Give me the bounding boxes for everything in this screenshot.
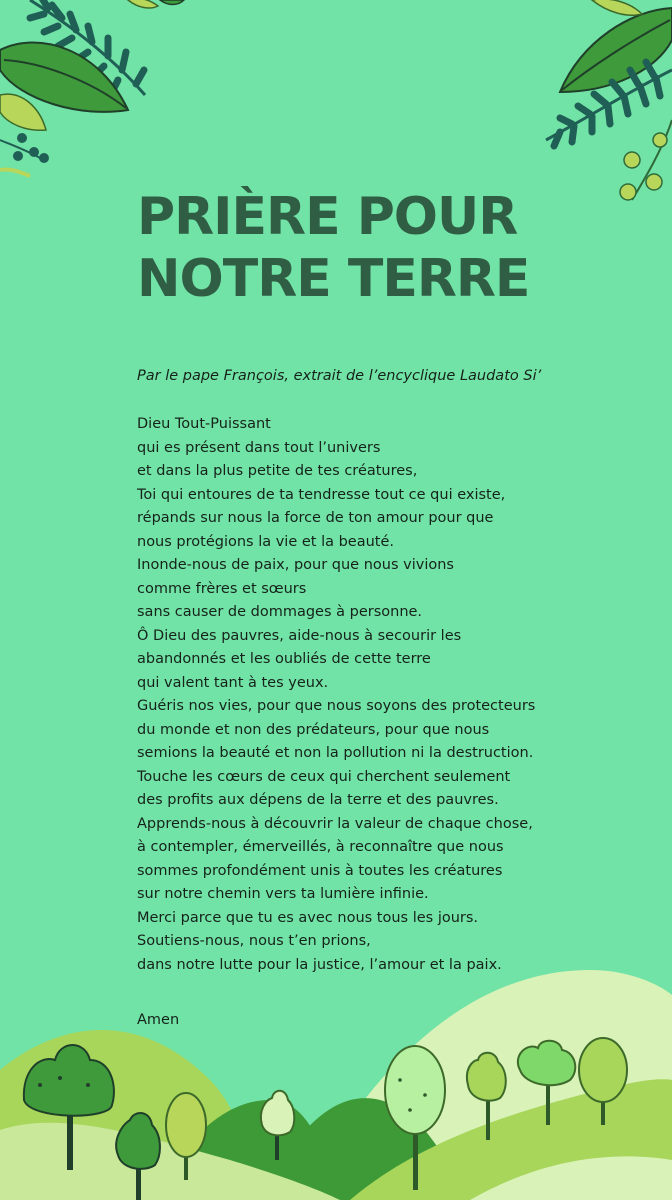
prayer-line: semions la beauté et non la pollution ni la destruction.: [137, 745, 534, 761]
prayer-line: nous protégions la vie et la beauté.: [137, 533, 395, 550]
prayer-line: du monde et non des prédateurs, pour que nous: [137, 721, 490, 738]
title-line: PRIÈRE POUR: [137, 187, 518, 247]
prayer-line: des profits aux dépens de la terre et des pauvres.: [137, 792, 499, 808]
prayer-line: et dans la plus petite de tes créatures,: [137, 463, 418, 479]
prayer-line: à contempler, émerveillés, à reconnaître que nous: [137, 839, 504, 855]
prayer-line: Apprends-nous à découvrir la valeur de chaque chose,: [137, 815, 533, 832]
prayer-line: sur notre chemin vers ta lumière infinie.: [137, 886, 429, 902]
closing-amen: Amen: [137, 1012, 180, 1028]
prayer-line: Dieu Tout-Puissant: [137, 416, 271, 432]
leaf-decoration-top-left: [0, 0, 200, 200]
prayer-line: Merci parce que tu es avec nous tous les jours.: [137, 909, 479, 926]
page-title: [137, 186, 637, 310]
prayer-line: qui es présent dans tout l’univers: [137, 439, 381, 456]
attribution-text: Par le pape François, extrait de l’encyclique Laudato Si’: [137, 368, 542, 384]
prayer-line: qui valent tant à tes yeux.: [137, 674, 329, 691]
leaf-icon: [128, 0, 184, 8]
prayer-line: Guéris nos vies, pour que nous soyons des protecteurs: [137, 698, 536, 714]
prayer-line: Touche les cœurs de ceux qui cherchent seulement: [137, 768, 511, 785]
prayer-line: Ô Dieu des pauvres, aide-nous à secourir les: [137, 627, 462, 644]
prayer-line: Toi qui entoures de ta tendresse tout ce qui existe,: [137, 486, 506, 503]
prayer-body: [137, 413, 667, 977]
prayer-line: Inonde-nous de paix, pour que nous vivions: [137, 557, 454, 573]
prayer-line: sans causer de dommages à personne.: [137, 604, 423, 620]
berry-cluster-icon: [0, 133, 49, 176]
prayer-line: répands sur nous la force de ton amour pour que: [137, 510, 494, 526]
prayer-line: Soutiens-nous, nous t’en prions,: [137, 933, 371, 949]
prayer-line: sommes profondément unis à toutes les créatures: [137, 862, 503, 879]
prayer-line: comme frères et sœurs: [137, 580, 307, 597]
title-line: NOTRE TERRE: [137, 249, 530, 309]
landscape-illustration: [0, 960, 672, 1200]
prayer-line: dans notre lutte pour la justice, l’amour et la paix.: [137, 956, 502, 973]
prayer-line: abandonnés et les oubliés de cette terre: [137, 651, 431, 667]
